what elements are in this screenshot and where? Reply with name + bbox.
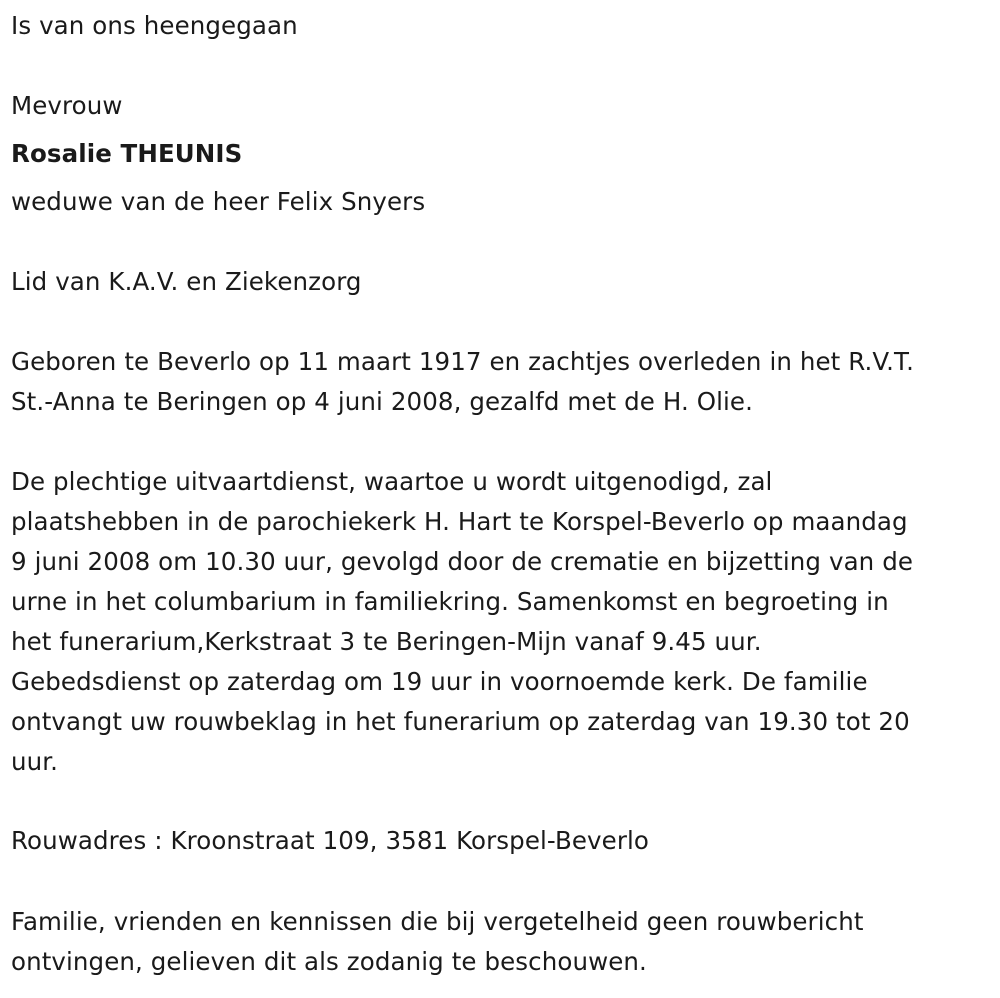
paragraph-line: St.-Anna te Beringen op 4 juni 2008, gezalfd met de H. Olie. <box>11 387 753 416</box>
paragraph-line: uur. <box>11 747 59 776</box>
widow-of-text: weduwe van de heer Felix Snyers <box>11 187 426 216</box>
mourning-address: Rouwadres : Kroonstraat 109, 3581 Korspel-Beverlo <box>11 826 649 855</box>
paragraph-line: 9 juni 2008 om 10.30 uur, gevolgd door de crematie en bijzetting van de <box>11 547 914 576</box>
membership-text: Lid van K.A.V. en Ziekenzorg <box>11 267 362 296</box>
paragraph-line: De plechtige uitvaartdienst, waartoe u wordt uitgenodigd, zal <box>11 467 773 496</box>
paragraph-line: ontvingen, gelieven dit als zodanig te beschouwen. <box>11 947 647 976</box>
intro-text: Is van ons heengegaan <box>11 11 298 40</box>
paragraph-line: Gebedsdienst op zaterdag om 19 uur in voornoemde kerk. De familie <box>11 667 868 696</box>
deceased-name: Rosalie THEUNIS <box>11 139 243 168</box>
paragraph-line: ontvangt uw rouwbeklag in het funerarium op zaterdag van 19.30 tot 20 <box>11 707 910 736</box>
paragraph-line: Familie, vrienden en kennissen die bij vergetelheid geen rouwbericht <box>11 907 864 936</box>
paragraph-line: urne in het columbarium in familiekring. Samenkomst en begroeting in <box>11 587 889 616</box>
paragraph-line: plaatshebben in de parochiekerk H. Hart te Korspel-Beverlo op maandag <box>11 507 908 536</box>
salutation: Mevrouw <box>11 91 123 120</box>
paragraph-line: het funerarium,Kerkstraat 3 te Beringen-Mijn vanaf 9.45 uur. <box>11 627 762 656</box>
paragraph-line: Geboren te Beverlo op 11 maart 1917 en zachtjes overleden in het R.V.T. <box>11 347 915 376</box>
